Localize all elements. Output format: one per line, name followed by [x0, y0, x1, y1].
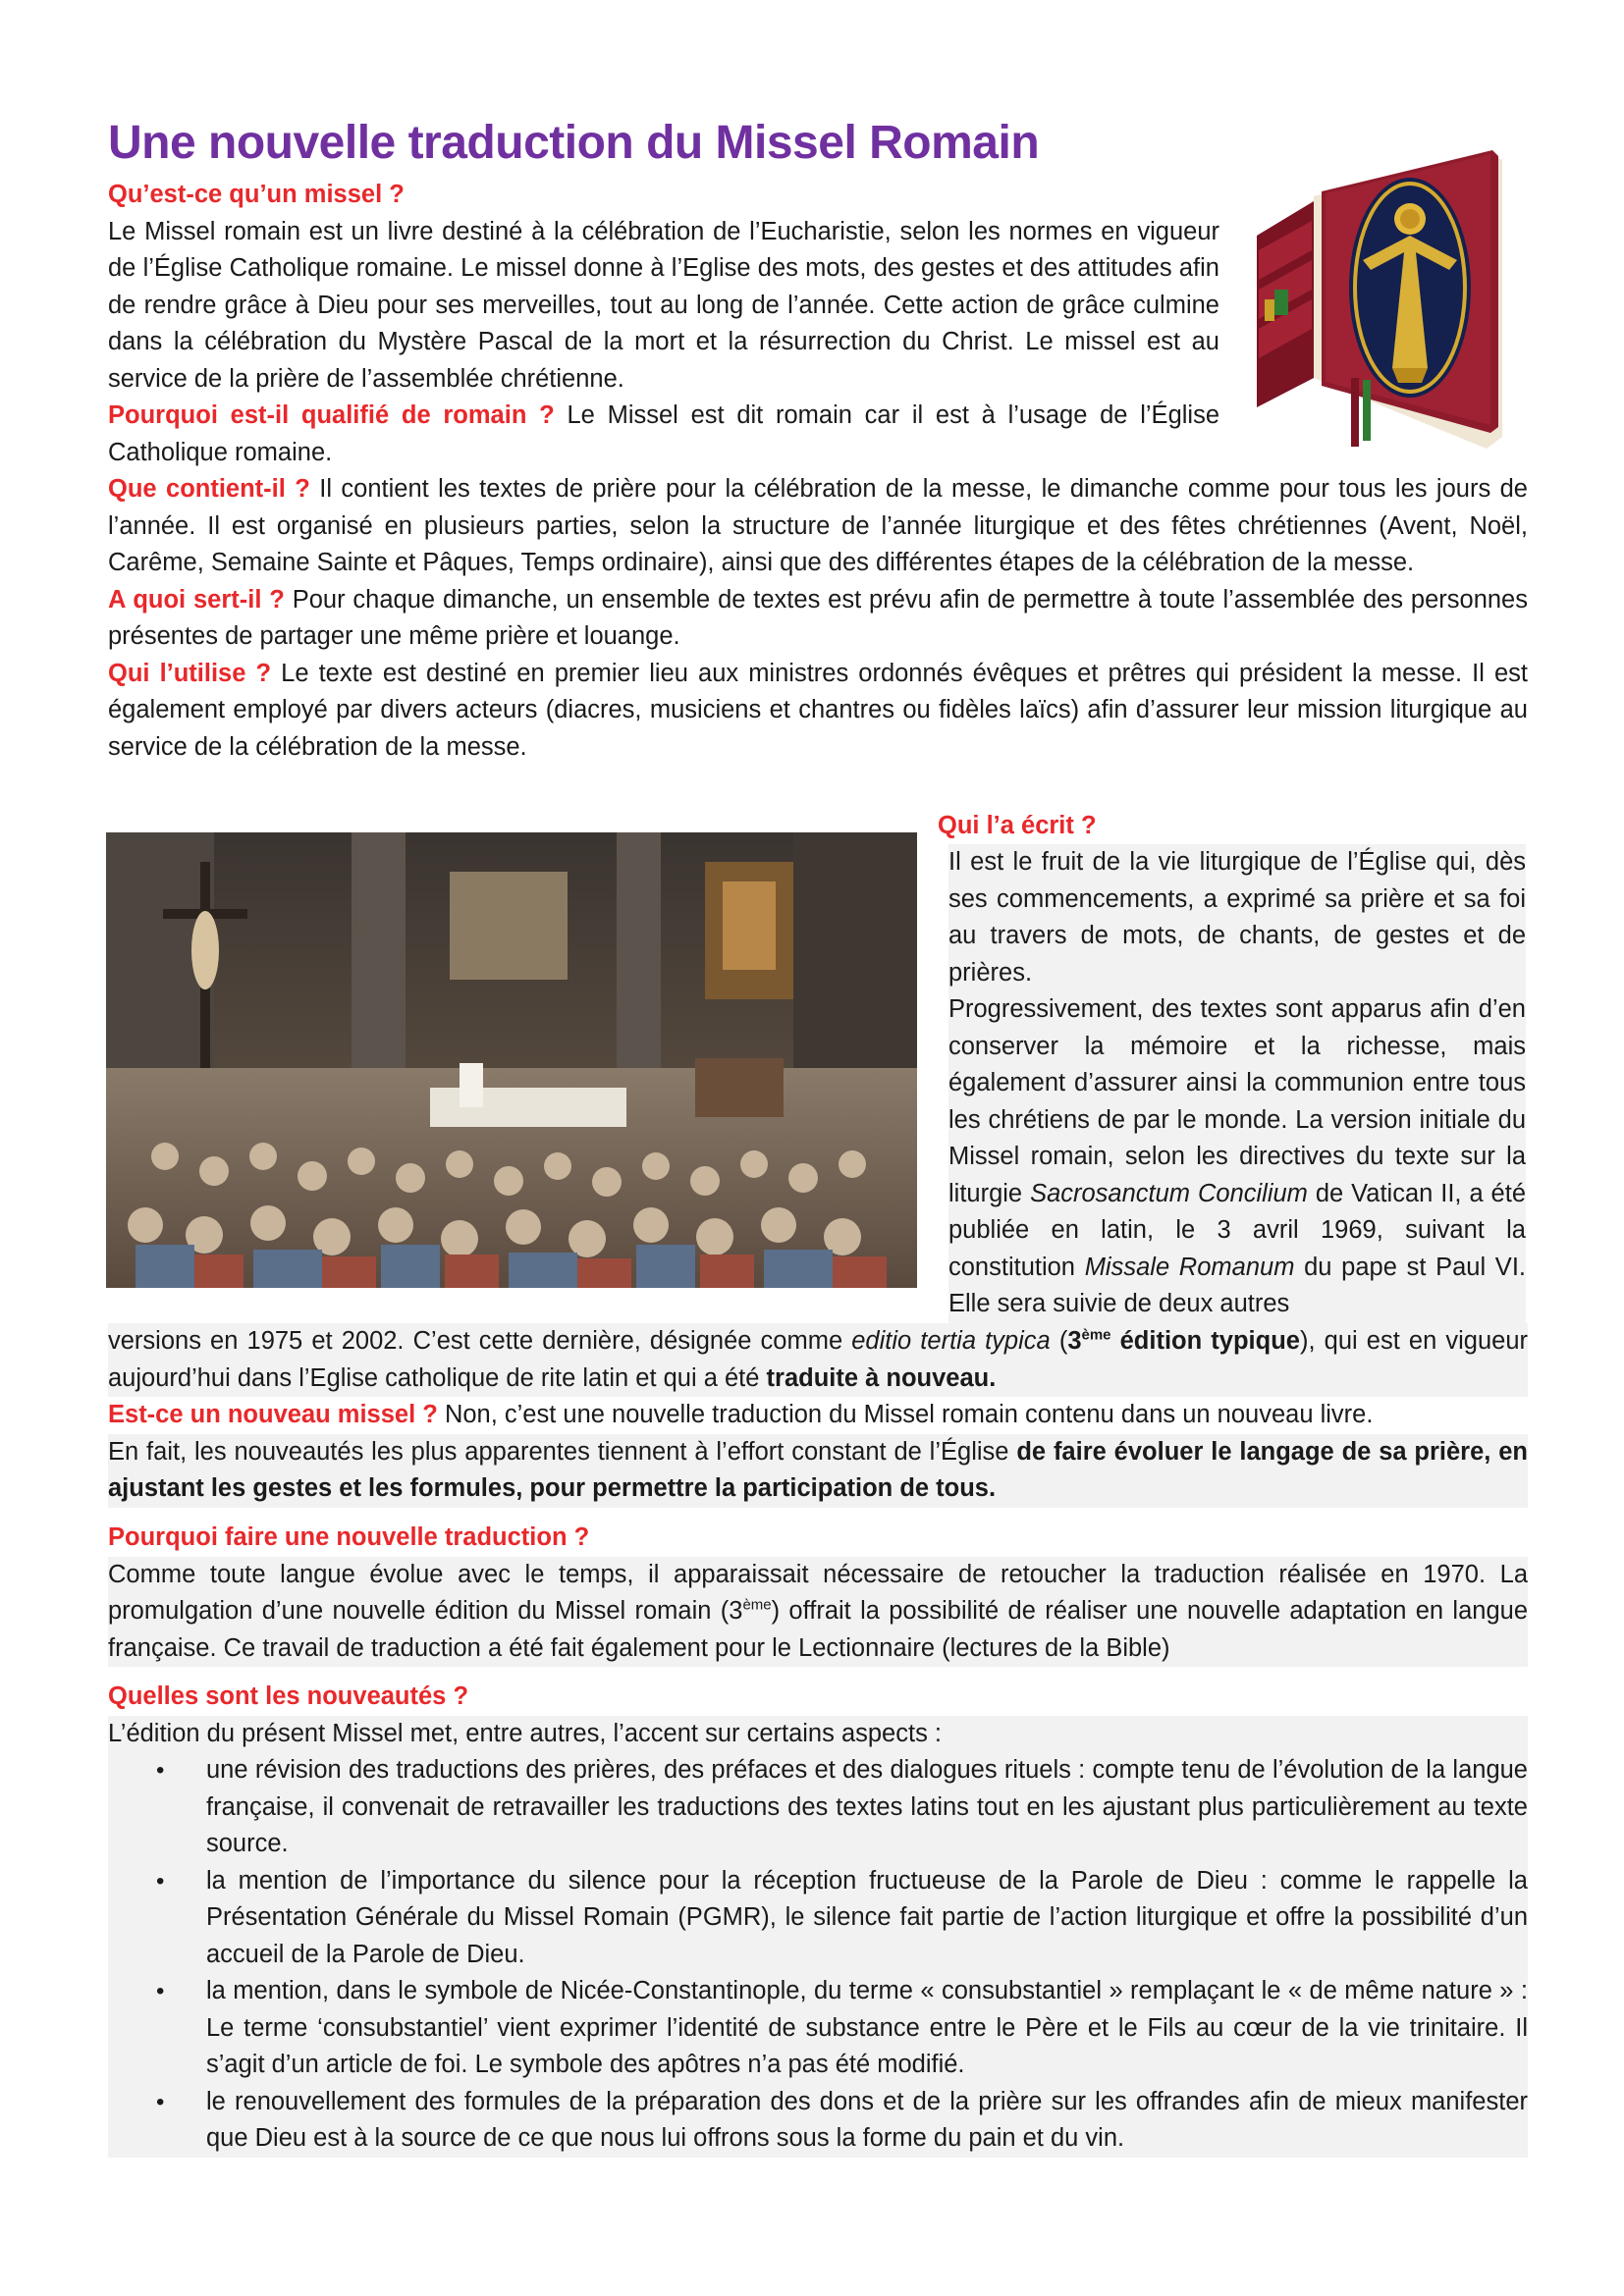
answer-nouveau: Non, c’est une nouvelle traduction du Missel romain contenu dans un nouveau livre.	[437, 1401, 1374, 1428]
content-block	[108, 471, 1528, 766]
list-item: • la mention, dans le symbole de Nicée-Constantinople, du terme « consubstantiel » remplaçant le « de même nature » : Le terme ‘consubstantiel’ vient exprimer l’identité de substance entre le Père et le Fils au cœur de la vie trinitaire. Il s’agit d’un article de foi. Le symbole des apôtres n’a pas été modifié.	[156, 1977, 1528, 2078]
nouveautes-block	[108, 1679, 1528, 2158]
answer-romain: Le Missel est dit romain car il est à l’usage de l’Église Catholique romaine.	[108, 401, 1220, 466]
list-item: • le renouvellement des formules de la préparation des dons et de la prière sur les offrandes afin de mieux manifester que Dieu est à la source de ce que nous lui offrons sous la forme du pain et du vin.	[156, 2087, 1528, 2152]
continuation-block	[108, 1323, 1528, 1508]
missal-book-image	[1245, 142, 1530, 456]
qui-ecrit-question-block	[938, 808, 1527, 845]
list-item: • une révision des traductions des prières, des préfaces et des dialogues rituels : compte tenu de l’évolution de la langue française, il convenait de retravailler les traductions des textes latins tout en les ajustant plus particulièrement au texte source.	[156, 1756, 1528, 1857]
answer-ecrit-p1: Il est le fruit de la vie liturgique de l’Église qui, dès ses commencements, a exprimé sa prière et sa foi au travers de mots, de chants, de gestes et de prières.	[948, 848, 1526, 987]
answer-sert: Pour chaque dimanche, un ensemble de textes est prévu afin de permettre à toute l’assemblée des personnes présentes de partager une même prière et louange.	[108, 585, 1528, 650]
question-missel: Qu’est-ce qu’un missel ?	[108, 181, 405, 208]
church-assembly-photo	[106, 832, 917, 1288]
intro-block	[108, 177, 1219, 471]
answer-ecrit-p3: versions en 1975 et 2002. C’est cette dernière, désignée comme editio tertia typica (3ème édition typique), qui est en vigueur aujourd’hui dans l’Eglise catholique de rite latin et qui a été traduite à nouveau.	[108, 1326, 1528, 1392]
question-traduction: Pourquoi faire une nouvelle traduction ?	[108, 1523, 590, 1551]
answer-contient: Il contient les textes de prière pour la célébration de la messe, le dimanche comme pour tous les jours de l’année. Il est organisé en plusieurs parties, selon la structure de l’année liturgique et des fêtes chrétiennes (Avent, Noël, Carême, Semaine Sainte et Pâques, Temps ordinaire), ainsi que des différentes étapes de la célébration de la messe.	[108, 475, 1528, 576]
question-ecrit: Qui l’a écrit ?	[938, 812, 1097, 839]
page-title: Une nouvelle traduction du Missel Romain	[108, 117, 1040, 169]
answer-ecrit-p2: Progressivement, des textes sont apparus afin d’en conserver la mémoire et la richesse, mais également d’assurer ainsi la communion entre tous les chrétiens de par le monde. La version initiale du Missel romain, selon les directives du texte sur la liturgie Sacrosanctum Concilium de Vatican II, a été publiée en latin, le 3 avril 1969, suivant la constitution Missale Romanum du pape st Paul VI. Elle sera suivie de deux autres	[948, 995, 1527, 1317]
question-romain: Pourquoi est-il qualifié de romain ?	[108, 401, 555, 429]
nouveautes-intro: L’édition du présent Missel met, entre autres, l’accent sur certains aspects :	[108, 1716, 1528, 1753]
list-item: • la mention de l’importance du silence pour la réception fructueuse de la Parole de Dieu : comme le rappelle la Présentation Générale du Missel Romain (PGMR), le silence fait partie de l’action liturgique et offre la possibilité d’un accueil de la Parole de Dieu.	[156, 1866, 1528, 1968]
answer-utilise: Le texte est destiné en premier lieu aux ministres ordonnés évêques et prêtres qui président la messe. Il est également employé par divers acteurs (diacres, musiciens et chantres ou fidèles laïcs) afin d’assurer leur mission liturgique au service de la célébration de la messe.	[108, 659, 1528, 761]
question-contient: Que contient-il ?	[108, 475, 310, 503]
answer-nouveau-p2: En fait, les nouveautés les plus apparentes tiennent à l’effort constant de l’Église de faire évoluer le langage de sa prière, en ajustant les gestes et les formules, pour permettre la participation de tous.	[108, 1437, 1528, 1502]
question-nouveautes: Quelles sont les nouveautés ?	[108, 1682, 469, 1710]
question-nouveau: Est-ce un nouveau missel ?	[108, 1401, 438, 1428]
question-sert: A quoi sert-il ?	[108, 585, 285, 614]
qui-ecrit-column	[948, 844, 1526, 1323]
answer-missel: Le Missel romain est un livre destiné à la célébration de l’Eucharistie, selon les normes en vigueur de l’Église Catholique romaine. Le missel donne à l’Eglise des mots, des gestes et des attitudes afin de rendre grâce à Dieu pour ses merveilles, tout au long de l’année. Cette action de grâce culmine dans la célébration du Mystère Pascal de la mort et la résurrection du Christ. Le missel est au service de la prière de l’assemblée chrétienne.	[108, 217, 1219, 393]
question-utilise: Qui l’utilise ?	[108, 659, 272, 687]
traduction-block	[108, 1520, 1528, 1667]
nouveautes-list	[108, 1752, 1528, 2158]
answer-traduction: Comme toute langue évolue avec le temps, il apparaissait nécessaire de retoucher la traduction réalisée en 1970. La promulgation d’une nouvelle édition du Missel romain (3ème) offrait la possibilité de réaliser une nouvelle adaptation en langue française. Ce travail de traduction a été fait également pour le Lectionnaire (lectures de la Bible)	[108, 1557, 1528, 1668]
